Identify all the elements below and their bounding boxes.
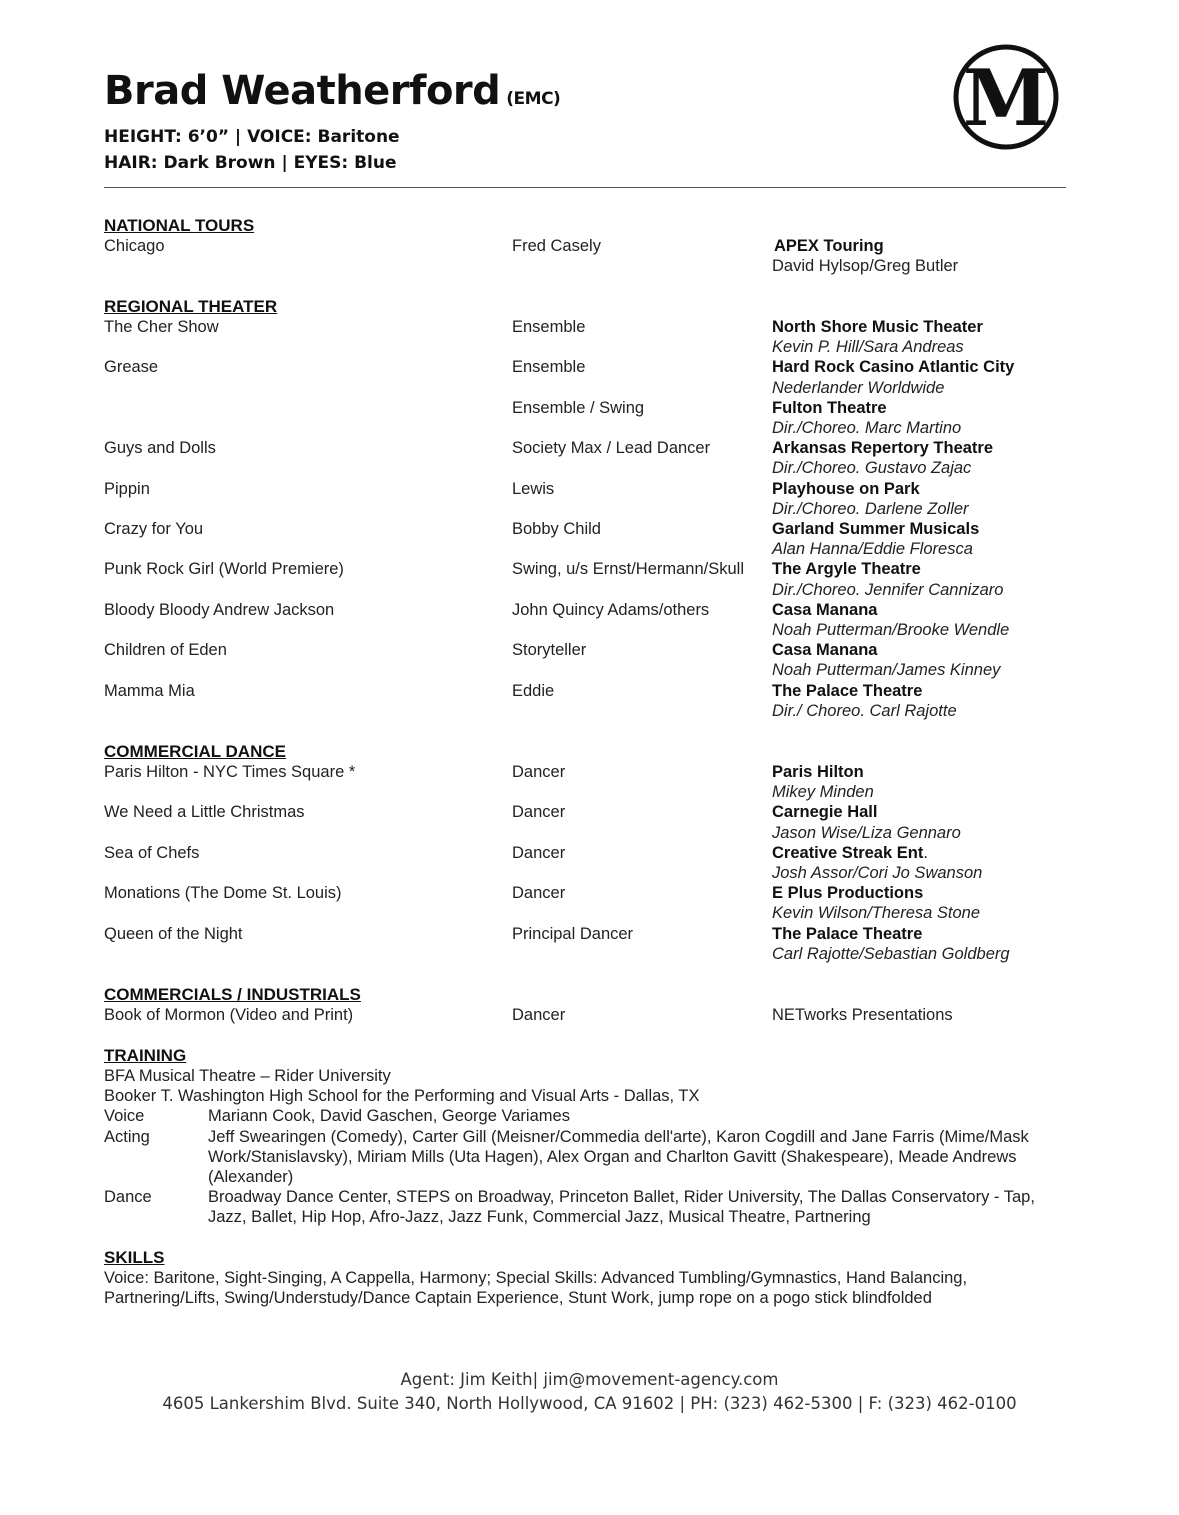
role: Dancer — [512, 884, 566, 903]
training-teachers: Jeff Swearingen (Comedy), Carter Gill (Meisner/Commedia dell'arte), Karon Cogdill and Jane Farris (Mime/Mask Work/Stanislavsky), Miriam Mills (Uta Hagen), Alex Organ and Charlton Gavitt (Shakespeare), Meade Andrews (Alexander) — [208, 1127, 1029, 1187]
venue: The Palace Theatre — [772, 681, 923, 700]
venue: E Plus Productions — [772, 884, 924, 903]
credit-row — [104, 357, 1064, 397]
show-title: Mamma Mia — [104, 681, 195, 700]
training-label: Dance — [104, 1188, 152, 1207]
logo-letter: M — [962, 53, 1050, 144]
director-credit: Dir./ Choreo. Carl Rajotte — [772, 701, 957, 720]
director-credit: Dir./Choreo. Marc Martino — [772, 418, 962, 437]
role: John Quincy Adams/others — [512, 600, 710, 619]
director-credit: Dir./Choreo. Gustavo Zajac — [772, 459, 972, 478]
director-credit: Noah Putterman/Brooke Wendle — [772, 620, 1010, 639]
degree: BFA Musical Theatre – Rider University — [104, 1067, 391, 1085]
agency-circle-m-logo — [952, 43, 1060, 151]
director-credit: Noah Putterman/James Kinney — [772, 661, 1001, 680]
company: NETworks Presentations — [772, 1006, 953, 1024]
director-credit: Jason Wise/Liza Gennaro — [772, 823, 961, 842]
commercials-industrials-section — [104, 985, 1064, 1025]
director-credit: Nederlander Worldwide — [772, 378, 945, 397]
skills-section — [104, 1248, 1064, 1308]
role: Ensemble — [512, 318, 586, 336]
venue: Garland Summer Musicals — [772, 519, 980, 538]
show-title: Book of Mormon (Video and Print) — [104, 1006, 354, 1024]
role: Dancer — [512, 763, 566, 781]
director-credit: Dir./Choreo. Jennifer Cannizaro — [772, 580, 1004, 599]
credit-row — [104, 640, 1064, 680]
venue: North Shore Music Theater — [772, 318, 983, 336]
venue: Playhouse on Park — [772, 479, 920, 498]
venue: Arkansas Repertory Theatre — [772, 439, 994, 458]
venue: Fulton Theatre — [772, 398, 887, 417]
performer-name-text: Brad Weatherford — [104, 68, 501, 114]
credit-row — [104, 681, 1064, 721]
venue: Casa Manana — [772, 600, 878, 619]
show-title: The Cher Show — [104, 318, 219, 336]
training-voice — [104, 1106, 1064, 1126]
section-title: NATIONAL TOURS — [104, 216, 255, 235]
credit-row — [104, 479, 1064, 519]
agent-line: Agent: Jim Keith| jim@movement-agency.com — [400, 1370, 779, 1389]
height-voice-line: HEIGHT: 6’0” | VOICE: Baritone — [104, 127, 400, 147]
credit-row — [104, 519, 1064, 559]
show-title: Punk Rock Girl (World Premiere) — [104, 560, 344, 579]
venue-credit — [772, 640, 1000, 680]
role: Fred Casely — [512, 237, 601, 255]
role: Lewis — [512, 479, 555, 498]
commercial-dance-section — [104, 742, 1064, 964]
show-title: Queen of the Night — [104, 924, 243, 943]
director-credit: Kevin P. Hill/Sara Andreas — [772, 338, 964, 357]
section-title: TRAINING — [104, 1046, 187, 1065]
venue-credit — [772, 236, 958, 276]
role: Ensemble / Swing — [512, 398, 645, 417]
section-title: COMMERCIAL DANCE — [104, 742, 286, 761]
credit-row — [104, 843, 1064, 883]
credit-row — [104, 924, 1064, 964]
regional-theater-section — [104, 297, 1064, 721]
venue-credit — [772, 519, 979, 559]
venue-credit — [772, 924, 1010, 964]
show-title: Monations (The Dome St. Louis) — [104, 884, 342, 903]
performer-name — [104, 66, 560, 124]
director-credit: Alan Hanna/Eddie Floresca — [772, 540, 973, 559]
venue-credit — [772, 559, 1003, 599]
venue — [772, 843, 982, 863]
role: Society Max / Lead Dancer — [512, 439, 711, 458]
venue-credit — [772, 802, 961, 842]
national-tours-section — [104, 216, 1064, 276]
header-divider — [104, 187, 1066, 188]
venue-credit — [772, 357, 1014, 397]
venue: Carnegie Hall — [772, 803, 878, 822]
credit-row — [104, 883, 1064, 923]
union-status: (EMC) — [506, 89, 561, 109]
credit-row — [104, 802, 1064, 842]
credit-row — [104, 559, 1064, 599]
skills-text: Voice: Baritone, Sight-Singing, A Cappella, Harmony; Special Skills: Advanced Tumbling/Gymnastics, Hand Balancing, Partnering/Lifts, Swing/Understudy/Dance Captain Experience, Stunt Work, jump rope on a pogo stick blindfolded — [104, 1269, 968, 1308]
show-title: We Need a Little Christmas — [104, 803, 305, 822]
venue: The Argyle Theatre — [772, 560, 921, 579]
director-credit: Josh Assor/Cori Jo Swanson — [772, 863, 983, 882]
credit-row — [104, 236, 1064, 276]
credit-row — [104, 438, 1064, 478]
venue-credit — [772, 600, 1009, 640]
show-title: Bloody Bloody Andrew Jackson — [104, 600, 335, 619]
venue-credit — [772, 479, 969, 519]
resume-header — [104, 66, 560, 176]
show-title: Sea of Chefs — [104, 843, 200, 862]
show-title: Grease — [104, 358, 159, 377]
credit-row — [104, 398, 1064, 438]
venue-suffix: . — [923, 843, 928, 862]
venue: APEX Touring — [774, 237, 884, 255]
training-acting — [104, 1127, 1064, 1188]
role: Storyteller — [512, 641, 587, 660]
venue-credit — [772, 843, 982, 883]
show-title: Paris Hilton - NYC Times Square * — [104, 763, 356, 781]
section-title: REGIONAL THEATER — [104, 297, 278, 316]
role: Bobby Child — [512, 519, 601, 538]
venue-name: Creative Streak Ent — [772, 843, 924, 862]
venue-credit — [772, 317, 983, 357]
show-title: Guys and Dolls — [104, 439, 216, 458]
venue-credit — [772, 883, 980, 923]
credit-row — [104, 600, 1064, 640]
role: Dancer — [512, 1006, 566, 1024]
agency-address: 4605 Lankershim Blvd. Suite 340, North Hollywood, CA 91602 | PH: (323) 462-5300 | F: (323) 462-0100 — [162, 1394, 1017, 1413]
hair-eyes-line: HAIR: Dark Brown | EYES: Blue — [104, 153, 397, 173]
venue: The Palace Theatre — [772, 924, 923, 943]
show-title: Pippin — [104, 479, 150, 498]
credit-row — [104, 317, 1064, 357]
credit-row — [104, 762, 1064, 802]
credit-row — [104, 1005, 1064, 1025]
role: Eddie — [512, 681, 555, 700]
role: Ensemble — [512, 358, 586, 377]
role: Swing, u/s Ernst/Hermann/Skull — [512, 560, 745, 579]
show-title: Crazy for You — [104, 519, 204, 538]
section-title: SKILLS — [104, 1248, 165, 1267]
section-title: COMMERCIALS / INDUSTRIALS — [104, 985, 361, 1004]
director-credit: David Hylsop/Greg Butler — [772, 257, 959, 276]
venue-credit — [772, 398, 961, 438]
director-credit: Kevin Wilson/Theresa Stone — [772, 904, 981, 923]
venue-credit — [772, 681, 957, 721]
high-school: Booker T. Washington High School for the Performing and Visual Arts - Dallas, TX — [104, 1087, 700, 1106]
training-dance — [104, 1187, 1064, 1227]
show-title: Chicago — [104, 237, 165, 255]
training-teachers: Mariann Cook, David Gaschen, George Variames — [208, 1107, 570, 1126]
show-title: Children of Eden — [104, 641, 227, 660]
director-credit: Dir./Choreo. Darlene Zoller — [772, 499, 969, 518]
venue-credit — [772, 762, 874, 802]
role: Dancer — [512, 803, 566, 822]
role: Dancer — [512, 843, 566, 862]
director-credit: Carl Rajotte/Sebastian Goldberg — [772, 944, 1010, 963]
venue: Paris Hilton — [772, 763, 864, 781]
role: Principal Dancer — [512, 924, 634, 943]
venue-credit — [772, 438, 993, 478]
training-label: Acting — [104, 1127, 150, 1146]
director-credit: Mikey Minden — [772, 783, 874, 802]
venue: Casa Manana — [772, 641, 878, 660]
training-section — [104, 1046, 1064, 1228]
venue: Hard Rock Casino Atlantic City — [772, 358, 1015, 377]
training-teachers: Broadway Dance Center, STEPS on Broadway, Princeton Ballet, Rider University, The Dallas Conservatory - Tap, Jazz, Ballet, Hip Hop, Afro-Jazz, Jazz Funk, Commercial Jazz, Musical Theatre, Partnering — [208, 1188, 1035, 1227]
training-label: Voice — [104, 1107, 145, 1126]
